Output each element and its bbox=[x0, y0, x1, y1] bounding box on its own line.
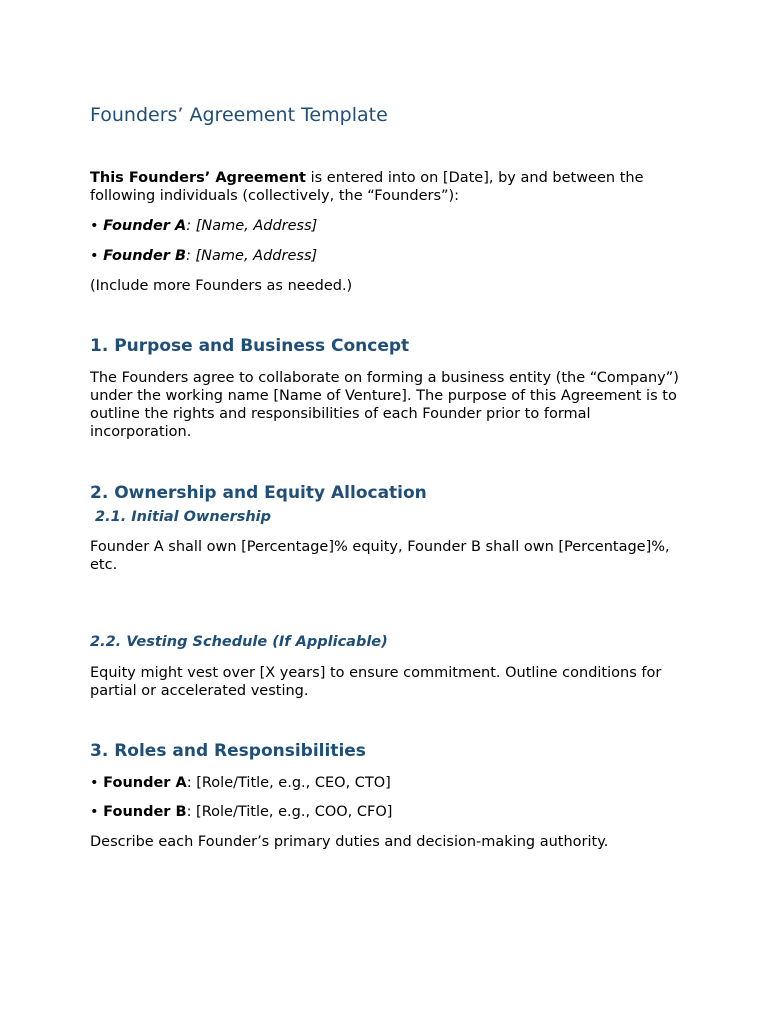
founder-b-detail: : [Name, Address] bbox=[186, 248, 318, 264]
bullet: • bbox=[90, 775, 104, 791]
role-founder-a-detail: : [Role/Title, e.g., CEO, CTO] bbox=[186, 775, 391, 791]
section-1-heading: 1. Purpose and Business Concept bbox=[90, 336, 410, 356]
bullet: • bbox=[90, 804, 104, 820]
founder-b-line bbox=[90, 247, 685, 265]
role-founder-a-line bbox=[90, 774, 685, 792]
founder-b-name: Founder B bbox=[103, 248, 187, 264]
section-2-heading: 2. Ownership and Equity Allocation bbox=[90, 483, 427, 503]
role-founder-a-name: Founder A bbox=[103, 775, 187, 791]
role-founder-b-detail: : [Role/Title, e.g., COO, CFO] bbox=[186, 804, 393, 820]
intro-bold-lead: This Founders’ Agreement bbox=[90, 170, 306, 186]
section-2-1-body: Founder A shall own [Percentage]% equity, Founder B shall own [Percentage]%, etc. bbox=[90, 539, 670, 573]
section-3-body: Describe each Founder’s primary duties and decision-making authority. bbox=[90, 834, 609, 850]
founder-a-detail: : [Name, Address] bbox=[186, 218, 318, 234]
intro-paragraph bbox=[90, 169, 685, 205]
section-1-body: The Founders agree to collaborate on forming a business entity (the “Company”) under the working name [Name of Venture]. The purpose of this Agreement is to outline the rights and responsibilities of each Founder prior to formal incorporation. bbox=[90, 370, 679, 440]
section-3-heading: 3. Roles and Responsibilities bbox=[90, 741, 366, 761]
section-2-2-body: Equity might vest over [X years] to ensure commitment. Outline conditions for partial or accelerated vesting. bbox=[90, 665, 662, 699]
founder-a-line bbox=[90, 217, 685, 235]
founder-a-name: Founder A bbox=[103, 218, 187, 234]
intro-text: is entered into on [Date], by and between the following individuals (collectively, the “Founders”): bbox=[90, 170, 644, 204]
bullet: • bbox=[90, 218, 104, 234]
section-2-2-heading: 2.2. Vesting Schedule (If Applicable) bbox=[90, 634, 388, 650]
include-more-note: (Include more Founders as needed.) bbox=[90, 278, 353, 294]
section-2-1-heading: 2.1. Initial Ownership bbox=[90, 509, 272, 525]
role-founder-b-name: Founder B bbox=[103, 804, 187, 820]
document-title: Founders’ Agreement Template bbox=[90, 104, 388, 126]
role-founder-b-line bbox=[90, 803, 685, 821]
bullet: • bbox=[90, 248, 104, 264]
